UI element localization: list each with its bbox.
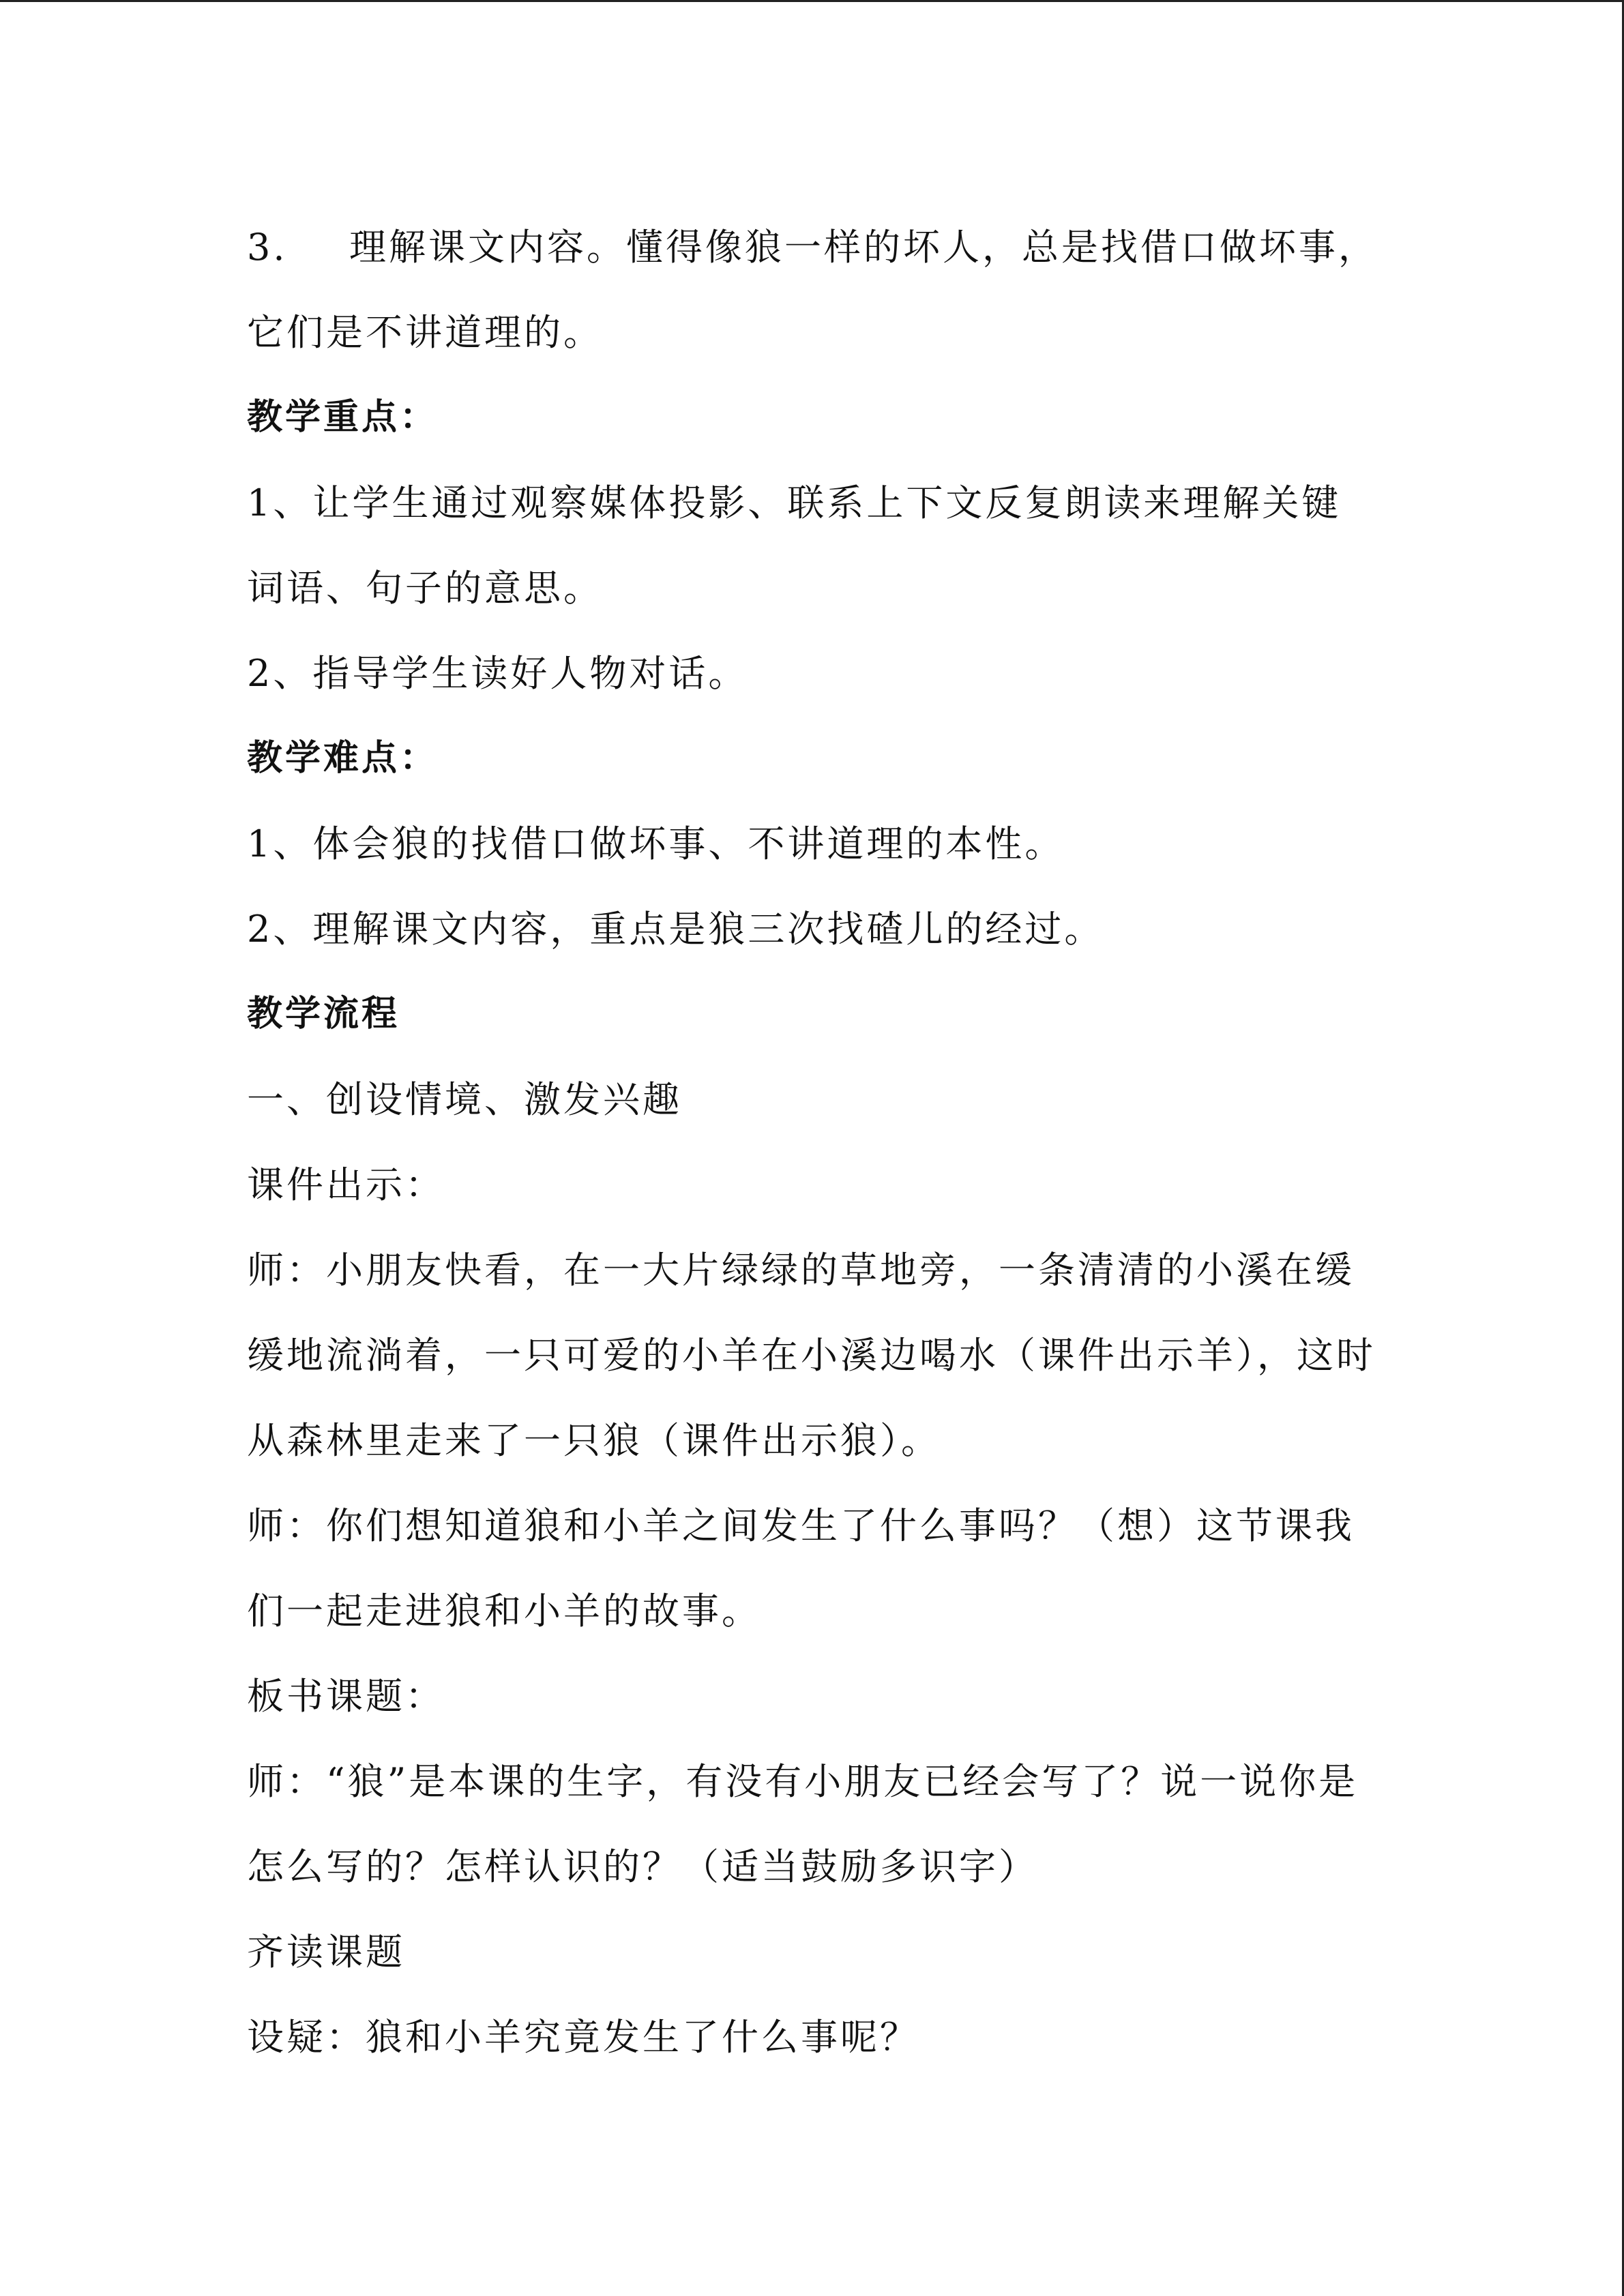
objective-3-text: 理解课文内容。懂得像狼一样的坏人，总是找借口做坏事，它们是不讲道理的。 xyxy=(247,226,1378,354)
section-1-title: 一、创设情境、激发兴趣 xyxy=(247,1078,682,1121)
key-point-1: 1、让学生通过观察媒体投影、联系上下文反复朗读来理解关键词语、句子的意思。 xyxy=(247,481,1342,610)
difficulty-2: 2、理解课文内容，重点是狼三次找碴儿的经过。 xyxy=(247,908,1104,951)
objective-3 xyxy=(247,205,1379,375)
read-title: 齐读课题 xyxy=(247,1930,405,1973)
question: 设疑：狼和小羊究竟发生了什么事呢？ xyxy=(247,2016,919,2059)
objective-3-number: 3. xyxy=(247,226,288,269)
difficulty-1: 1、体会狼的找借口做坏事、不讲道理的本性。 xyxy=(247,822,1065,865)
process-heading: 教学流程 xyxy=(247,994,400,1034)
teacher-line-3: 师：“狼”是本课的生字，有没有小朋友已经会写了？说一说你是怎么写的？怎样认识的？（适当鼓励多识字） xyxy=(247,1760,1359,1888)
teacher-line-2: 师：你们想知道狼和小羊之间发生了什么事吗？（想）这节课我们一起走进狼和小羊的故事。 xyxy=(247,1504,1355,1632)
key-point-2: 2、指导学生读好人物对话。 xyxy=(247,652,748,695)
key-points-heading: 教学重点： xyxy=(247,397,439,438)
difficulties-heading: 教学难点： xyxy=(247,738,439,779)
document-body xyxy=(247,205,1379,2080)
teacher-line-1: 师：小朋友快看，在一大片绿绿的草地旁，一条清清的小溪在缓缓地流淌着，一只可爱的小羊在小溪边喝水（课件出示羊），这时从森林里走来了一只狼（课件出示狼）。 xyxy=(247,1249,1376,1462)
board-title-label: 板书课题： xyxy=(247,1675,445,1718)
courseware-label: 课件出示： xyxy=(247,1163,445,1206)
